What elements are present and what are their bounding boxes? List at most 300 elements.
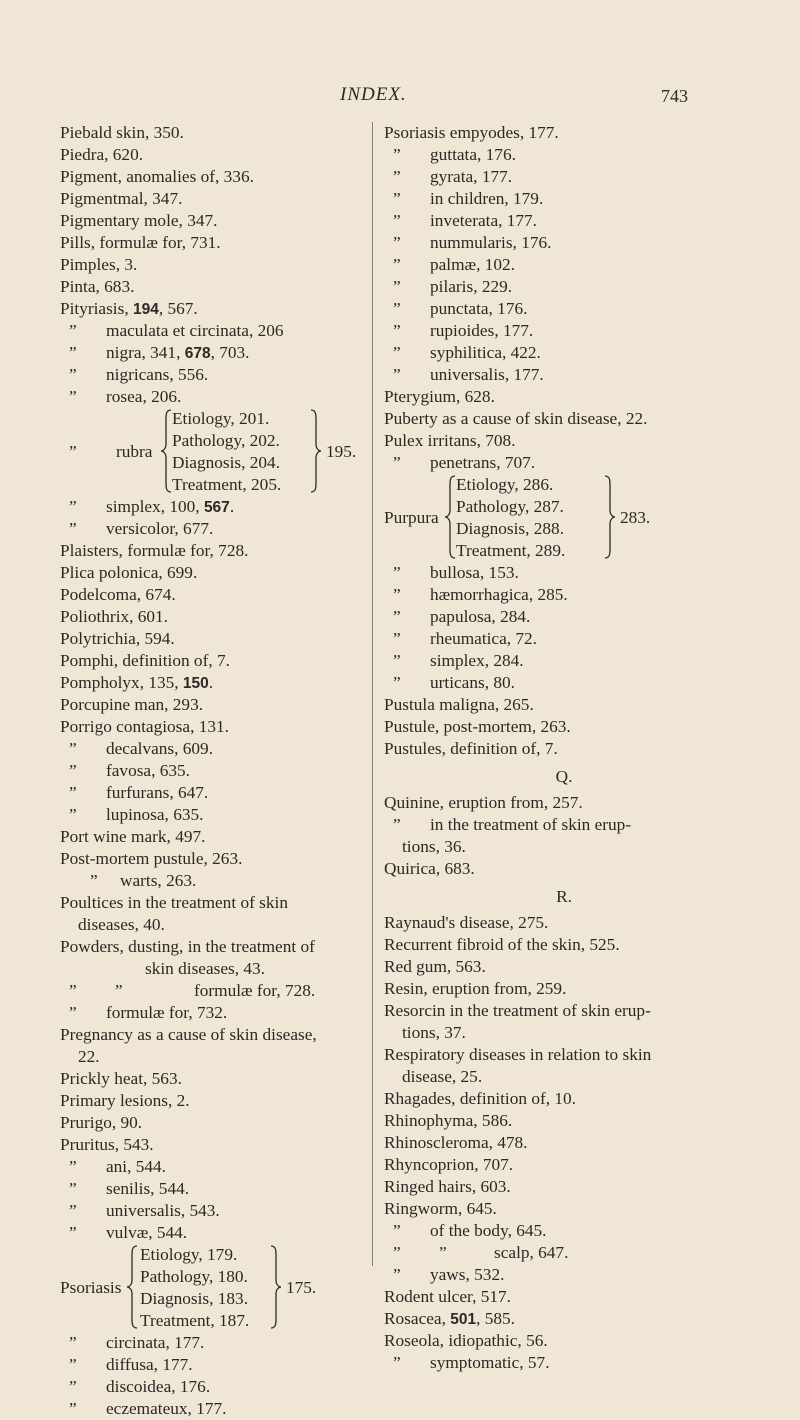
index-entry bbox=[384, 408, 744, 430]
index-subentry bbox=[60, 386, 350, 408]
ditto-mark: ” bbox=[69, 442, 77, 461]
index-subentry bbox=[60, 1156, 350, 1178]
entry-text: Quirica, 683. bbox=[384, 859, 475, 878]
index-subentry bbox=[60, 364, 350, 386]
entry-text: diffusa, 177. bbox=[106, 1355, 193, 1374]
entry-text: Pustula maligna, 265. bbox=[384, 695, 534, 714]
page-number: 743 bbox=[661, 86, 688, 106]
ditto-mark: ” bbox=[69, 1003, 77, 1022]
entry-text: Roseola, idiopathic, 56. bbox=[384, 1331, 548, 1350]
index-subentry bbox=[384, 298, 744, 320]
entry-text: Rosacea, bbox=[384, 1309, 451, 1328]
entry-text: warts, 263. bbox=[120, 871, 197, 890]
entry-text: rupioides, 177. bbox=[430, 321, 534, 340]
running-head-title: INDEX. bbox=[340, 84, 407, 105]
index-subentry bbox=[60, 320, 350, 342]
brace-right-icon bbox=[268, 1244, 282, 1330]
ditto-mark: ” bbox=[69, 1201, 77, 1220]
ditto-mark: ” bbox=[69, 739, 77, 758]
index-entry bbox=[60, 716, 350, 738]
entry-text: Pigmentmal, 347. bbox=[60, 189, 183, 208]
index-continuation bbox=[384, 836, 744, 858]
ditto-mark: ” bbox=[393, 607, 401, 626]
entry-text: Pruritus, 543. bbox=[60, 1135, 154, 1154]
ditto-mark: ” bbox=[393, 1243, 401, 1262]
index-entry bbox=[60, 1134, 350, 1156]
entry-text: Red gum, 563. bbox=[384, 957, 486, 976]
entry-text: scalp, 647. bbox=[494, 1243, 569, 1262]
entry-text: syphilitica, 422. bbox=[430, 343, 541, 362]
index-subentry bbox=[384, 1220, 744, 1242]
entry-text: formulæ for, 728. bbox=[194, 981, 316, 1000]
index-subentry bbox=[384, 1264, 744, 1286]
entry-text: Pityriasis, bbox=[60, 299, 133, 318]
entry-text: penetrans, 707. bbox=[430, 453, 536, 472]
index-subentry bbox=[384, 232, 744, 254]
entry-text: circinata, 177. bbox=[106, 1333, 205, 1352]
brace-right bbox=[268, 1244, 282, 1330]
entry-text: Polytrichia, 594. bbox=[60, 629, 175, 648]
entry-bold-page: 501 bbox=[450, 1311, 477, 1328]
entry-text: Ringworm, 645. bbox=[384, 1199, 497, 1218]
index-subentry bbox=[60, 760, 350, 782]
entry-text: palmæ, 102. bbox=[430, 255, 515, 274]
entry-bold-page: 194 bbox=[132, 301, 159, 318]
entry-text: in the treatment of skin erup- bbox=[430, 815, 632, 834]
entry-text: urticans, 80. bbox=[430, 673, 515, 692]
index-entry bbox=[60, 848, 350, 870]
index-entry bbox=[384, 1088, 744, 1110]
brace-item: Pathology, 287. bbox=[456, 497, 564, 516]
index-subentry bbox=[60, 782, 350, 804]
index-continuation bbox=[384, 1066, 744, 1088]
entry-text: Pregnancy as a cause of skin disease, bbox=[60, 1025, 317, 1044]
ditto-mark: ” bbox=[69, 1157, 77, 1176]
index-entry bbox=[384, 738, 744, 760]
ditto-mark: ” bbox=[393, 585, 401, 604]
brace-item: Treatment, 187. bbox=[140, 1311, 250, 1330]
entry-text: Resorcin in the treatment of skin erup- bbox=[384, 1001, 651, 1020]
index-entry bbox=[384, 792, 744, 814]
index-subentry bbox=[384, 166, 744, 188]
ditto-mark: ” bbox=[393, 453, 401, 472]
index-subentry bbox=[384, 320, 744, 342]
brace-left bbox=[126, 1244, 140, 1330]
entry-text: Porcupine man, 293. bbox=[60, 695, 204, 714]
ditto-mark: ” bbox=[393, 651, 401, 670]
entry-text: Pustule, post-mortem, 263. bbox=[384, 717, 571, 736]
entry-text: diseases, 40. bbox=[78, 915, 165, 934]
ditto-mark: ” bbox=[393, 815, 401, 834]
index-subentry bbox=[60, 1002, 350, 1024]
brace-items bbox=[172, 408, 281, 496]
entry-text: tions, 37. bbox=[402, 1023, 466, 1042]
ditto-mark: ” bbox=[393, 233, 401, 252]
entry-text: nigricans, 556. bbox=[106, 365, 209, 384]
index-entry bbox=[60, 650, 350, 672]
brace-item: Diagnosis, 183. bbox=[140, 1289, 249, 1308]
entry-text: in children, 179. bbox=[430, 189, 544, 208]
index-entry bbox=[384, 716, 744, 738]
entry-text: hæmorrhagica, 285. bbox=[430, 585, 568, 604]
index-entry bbox=[60, 232, 350, 254]
entry-text: Port wine mark, 497. bbox=[60, 827, 206, 846]
brace-label: Psoriasis bbox=[60, 1278, 122, 1297]
ditto-mark: ” bbox=[393, 343, 401, 362]
index-subentry bbox=[60, 1178, 350, 1200]
entry-text: Prickly heat, 563. bbox=[60, 1069, 182, 1088]
index-continuation bbox=[60, 914, 350, 936]
entry-text-tail: , 567. bbox=[158, 299, 198, 318]
entry-text: favosa, 635. bbox=[106, 761, 190, 780]
index-entry bbox=[384, 956, 744, 978]
section-letter bbox=[384, 760, 744, 792]
index-entry bbox=[384, 1110, 744, 1132]
ditto-mark: ” bbox=[393, 277, 401, 296]
index-subentry bbox=[60, 980, 350, 1002]
brace-right bbox=[308, 408, 322, 494]
entry-bold-page: 678 bbox=[184, 345, 211, 362]
index-entry bbox=[384, 1198, 744, 1220]
index-subentry bbox=[60, 870, 350, 892]
brace-group bbox=[384, 474, 744, 562]
ditto-mark: ” bbox=[69, 1223, 77, 1242]
index-subentry bbox=[384, 342, 744, 364]
entry-text: Pompholyx, 135, bbox=[60, 673, 183, 692]
entry-text: symptomatic, 57. bbox=[430, 1353, 550, 1372]
entry-bold-page: 567 bbox=[203, 499, 230, 516]
index-entry bbox=[60, 694, 350, 716]
entry-text: Pimples, 3. bbox=[60, 255, 138, 274]
ditto-mark: ” bbox=[393, 211, 401, 230]
entry-text: Respiratory diseases in relation to skin bbox=[384, 1045, 652, 1064]
index-subentry bbox=[60, 1332, 350, 1354]
index-entry bbox=[60, 628, 350, 650]
brace-items bbox=[140, 1244, 249, 1332]
entry-text: Post-mortem pustule, 263. bbox=[60, 849, 243, 868]
index-subentry bbox=[384, 1242, 744, 1264]
index-subentry bbox=[60, 518, 350, 540]
entry-text: Plaisters, formulæ for, 728. bbox=[60, 541, 249, 560]
ditto-mark: ” bbox=[393, 189, 401, 208]
entry-text: Pigment, anomalies of, 336. bbox=[60, 167, 254, 186]
entry-text: maculata et circinata, 206 bbox=[106, 321, 284, 340]
index-entry bbox=[60, 188, 350, 210]
entry-text: Pinta, 683. bbox=[60, 277, 135, 296]
index-entry bbox=[384, 122, 744, 144]
ditto-mark: ” bbox=[393, 1221, 401, 1240]
index-subentry bbox=[60, 496, 350, 518]
entry-text: decalvans, 609. bbox=[106, 739, 214, 758]
brace-right-icon bbox=[602, 474, 616, 560]
entry-text: inveterata, 177. bbox=[430, 211, 538, 230]
index-entry bbox=[60, 936, 350, 958]
entry-text: Prurigo, 90. bbox=[60, 1113, 143, 1132]
index-subentry bbox=[60, 1376, 350, 1398]
ditto-mark: ” bbox=[69, 1399, 77, 1418]
entry-text: versicolor, 677. bbox=[106, 519, 214, 538]
entry-text: Rodent ulcer, 517. bbox=[384, 1287, 511, 1306]
ditto-mark: ” bbox=[69, 321, 77, 340]
brace-item: Etiology, 201. bbox=[172, 409, 270, 428]
index-entry bbox=[60, 1024, 350, 1046]
entry-text: ani, 544. bbox=[106, 1157, 166, 1176]
index-entry bbox=[60, 672, 350, 694]
index-subentry bbox=[60, 738, 350, 760]
ditto-mark: ” bbox=[69, 365, 77, 384]
entry-text: Primary lesions, 2. bbox=[60, 1091, 190, 1110]
ditto-mark: ” bbox=[69, 1179, 77, 1198]
index-entry bbox=[384, 1176, 744, 1198]
index-subentry bbox=[384, 650, 744, 672]
index-entry bbox=[60, 606, 350, 628]
entry-text: Rhagades, definition of, 10. bbox=[384, 1089, 576, 1108]
entry-text: Pills, formulæ for, 731. bbox=[60, 233, 221, 252]
index-subentry bbox=[384, 144, 744, 166]
index-entry bbox=[384, 1132, 744, 1154]
section-letter-text: Q. bbox=[555, 767, 573, 786]
index-entry bbox=[60, 1068, 350, 1090]
index-continuation bbox=[384, 1022, 744, 1044]
ditto-mark: ” bbox=[393, 167, 401, 186]
index-entry bbox=[384, 912, 744, 934]
entry-text: Pulex irritans, 708. bbox=[384, 431, 516, 450]
index-entry bbox=[60, 122, 350, 144]
brace-item: Treatment, 289. bbox=[456, 541, 566, 560]
index-subentry bbox=[384, 562, 744, 584]
brace-item: Diagnosis, 204. bbox=[172, 453, 281, 472]
entry-text-tail: , 585. bbox=[476, 1309, 515, 1328]
index-entry bbox=[384, 386, 744, 408]
entry-text: universalis, 177. bbox=[430, 365, 544, 384]
index-subentry bbox=[384, 814, 744, 836]
brace-item: Pathology, 202. bbox=[172, 431, 280, 450]
entry-text: Rhinophyma, 586. bbox=[384, 1111, 513, 1130]
entry-text: punctata, 176. bbox=[430, 299, 528, 318]
index-entry bbox=[384, 858, 744, 880]
brace-label: Purpura bbox=[384, 508, 439, 527]
index-continuation bbox=[60, 1046, 350, 1068]
ditto-mark: ” bbox=[69, 519, 77, 538]
entry-text: Podelcoma, 674. bbox=[60, 585, 176, 604]
index-subentry bbox=[60, 1354, 350, 1376]
index-entry bbox=[60, 210, 350, 232]
index-subentry bbox=[384, 606, 744, 628]
entry-text: furfurans, 647. bbox=[106, 783, 209, 802]
entry-text: Recurrent fibroid of the skin, 525. bbox=[384, 935, 620, 954]
entry-text: Piebald skin, 350. bbox=[60, 123, 184, 142]
index-entry bbox=[60, 540, 350, 562]
section-letter bbox=[384, 880, 744, 912]
entry-text: rosea, 206. bbox=[106, 387, 182, 406]
index-entry bbox=[60, 254, 350, 276]
ditto-mark: ” bbox=[393, 1353, 401, 1372]
entry-text: senilis, 544. bbox=[106, 1179, 190, 1198]
ditto-mark: ” bbox=[69, 1377, 77, 1396]
brace-item: Etiology, 179. bbox=[140, 1245, 238, 1264]
index-subentry bbox=[384, 1352, 744, 1374]
brace-value: 195. bbox=[326, 442, 357, 461]
entry-text: papulosa, 284. bbox=[430, 607, 531, 626]
ditto-mark: ” bbox=[393, 1265, 401, 1284]
entry-text: bullosa, 153. bbox=[430, 563, 519, 582]
index-subentry bbox=[384, 254, 744, 276]
ditto-mark: ” bbox=[69, 387, 77, 406]
index-entry bbox=[384, 1330, 744, 1352]
ditto-mark: ” bbox=[69, 761, 77, 780]
index-entry bbox=[384, 1154, 744, 1176]
entry-text: lupinosa, 635. bbox=[106, 805, 204, 824]
ditto-mark: ” bbox=[393, 629, 401, 648]
entry-text: Pterygium, 628. bbox=[384, 387, 495, 406]
index-column-left bbox=[60, 122, 357, 1420]
index-entry bbox=[60, 584, 350, 606]
ditto-mark: ” bbox=[393, 299, 401, 318]
index-entry bbox=[60, 144, 350, 166]
entry-text: Rhinoscleroma, 478. bbox=[384, 1133, 528, 1152]
index-column-right bbox=[384, 122, 744, 1374]
entry-text: Raynaud's disease, 275. bbox=[384, 913, 549, 932]
brace-left-icon bbox=[126, 1244, 140, 1330]
brace-group bbox=[60, 408, 357, 496]
brace-right bbox=[602, 474, 616, 560]
section-letter-text: R. bbox=[556, 887, 572, 906]
entry-text: Psoriasis empyodes, 177. bbox=[384, 123, 559, 142]
entry-text: Pomphi, definition of, 7. bbox=[60, 651, 230, 670]
entry-text: simplex, 100, bbox=[106, 497, 204, 516]
brace-group bbox=[60, 1244, 350, 1332]
index-entry bbox=[60, 298, 350, 320]
index-subentry bbox=[60, 1222, 350, 1244]
ditto-mark: ” bbox=[439, 1243, 447, 1262]
entry-text: Poultices in the treatment of skin bbox=[60, 893, 288, 912]
index-entry bbox=[60, 1112, 350, 1134]
entry-text: Poliothrix, 601. bbox=[60, 607, 169, 626]
entry-text: discoidea, 176. bbox=[106, 1377, 211, 1396]
entry-text-tail: . bbox=[208, 673, 214, 692]
brace-value: 175. bbox=[286, 1278, 317, 1297]
running-header bbox=[0, 84, 800, 110]
index-entry bbox=[384, 694, 744, 716]
index-subentry bbox=[60, 804, 350, 826]
index-entry bbox=[384, 934, 744, 956]
entry-text: eczemateux, 177. bbox=[106, 1399, 227, 1418]
ditto-mark: ” bbox=[115, 981, 123, 1000]
entry-text: Powders, dusting, in the treatment of bbox=[60, 937, 315, 956]
entry-text: nummularis, 176. bbox=[430, 233, 552, 252]
ditto-mark: ” bbox=[69, 343, 77, 362]
index-entry bbox=[60, 1090, 350, 1112]
ditto-mark: ” bbox=[69, 805, 77, 824]
entry-text: Ringed hairs, 603. bbox=[384, 1177, 511, 1196]
entry-text: rheumatica, 72. bbox=[430, 629, 538, 648]
column-divider bbox=[372, 122, 373, 1266]
ditto-mark: ” bbox=[69, 1333, 77, 1352]
entry-text: Puberty as a cause of skin disease, 22. bbox=[384, 409, 648, 428]
entry-text: skin diseases, 43. bbox=[145, 959, 265, 978]
index-entry bbox=[60, 562, 350, 584]
ditto-mark: ” bbox=[393, 563, 401, 582]
entry-text: Plica polonica, 699. bbox=[60, 563, 198, 582]
index-subentry bbox=[384, 672, 744, 694]
entry-text: Resin, eruption from, 259. bbox=[384, 979, 567, 998]
index-subentry bbox=[384, 584, 744, 606]
index-entry bbox=[60, 166, 350, 188]
index-entry bbox=[384, 1044, 744, 1066]
entry-text: Piedra, 620. bbox=[60, 145, 144, 164]
brace-item: Etiology, 286. bbox=[456, 475, 554, 494]
entry-text: simplex, 284. bbox=[430, 651, 524, 670]
index-entry bbox=[384, 1000, 744, 1022]
entry-text: tions, 36. bbox=[402, 837, 466, 856]
brace-item: Pathology, 180. bbox=[140, 1267, 248, 1286]
index-subentry bbox=[384, 628, 744, 650]
index-entry bbox=[384, 1308, 744, 1330]
index-entry bbox=[384, 978, 744, 1000]
ditto-mark: ” bbox=[393, 145, 401, 164]
index-continuation bbox=[60, 958, 350, 980]
brace-value: 283. bbox=[620, 508, 651, 527]
entry-text: of the body, 645. bbox=[430, 1221, 547, 1240]
ditto-mark: ” bbox=[393, 321, 401, 340]
index-subentry bbox=[60, 1398, 350, 1420]
entry-text-tail: , 703. bbox=[210, 343, 250, 362]
entry-text: Pustules, definition of, 7. bbox=[384, 739, 558, 758]
brace-item: Diagnosis, 288. bbox=[456, 519, 565, 538]
index-entry bbox=[60, 826, 350, 848]
ditto-mark: ” bbox=[393, 365, 401, 384]
entry-text: vulvæ, 544. bbox=[106, 1223, 188, 1242]
brace-item: Treatment, 205. bbox=[172, 475, 282, 494]
entry-text: 22. bbox=[78, 1047, 100, 1066]
entry-text: pilaris, 229. bbox=[430, 277, 513, 296]
entry-text: gyrata, 177. bbox=[430, 167, 513, 186]
entry-text: Rhyncoprion, 707. bbox=[384, 1155, 514, 1174]
index-entry bbox=[60, 892, 350, 914]
entry-text: Pigmentary mole, 347. bbox=[60, 211, 218, 230]
index-subentry bbox=[60, 342, 350, 364]
ditto-mark: ” bbox=[69, 497, 77, 516]
brace-right-icon bbox=[308, 408, 322, 494]
ditto-mark: ” bbox=[69, 783, 77, 802]
index-subentry bbox=[384, 452, 744, 474]
index-entry bbox=[384, 1286, 744, 1308]
index-subentry bbox=[384, 364, 744, 386]
ditto-mark: ” bbox=[393, 673, 401, 692]
ditto-mark: ” bbox=[90, 871, 98, 890]
ditto-mark: ” bbox=[69, 1355, 77, 1374]
brace-label: rubra bbox=[116, 442, 153, 461]
entry-text: nigra, 341, bbox=[106, 343, 185, 362]
entry-text: disease, 25. bbox=[402, 1067, 483, 1086]
entry-text: Porrigo contagiosa, 131. bbox=[60, 717, 229, 736]
index-subentry bbox=[60, 1200, 350, 1222]
ditto-mark: ” bbox=[69, 981, 77, 1000]
entry-bold-page: 150 bbox=[182, 675, 209, 692]
entry-text: universalis, 543. bbox=[106, 1201, 220, 1220]
entry-text: yaws, 532. bbox=[430, 1265, 505, 1284]
index-entry bbox=[60, 276, 350, 298]
index-entry bbox=[384, 430, 744, 452]
entry-text-tail: . bbox=[229, 497, 235, 516]
entry-text: guttata, 176. bbox=[430, 145, 516, 164]
brace-items bbox=[456, 474, 565, 562]
ditto-mark: ” bbox=[393, 255, 401, 274]
entry-text: formulæ for, 732. bbox=[106, 1003, 228, 1022]
index-subentry bbox=[384, 188, 744, 210]
index-subentry bbox=[384, 276, 744, 298]
index-subentry bbox=[384, 210, 744, 232]
